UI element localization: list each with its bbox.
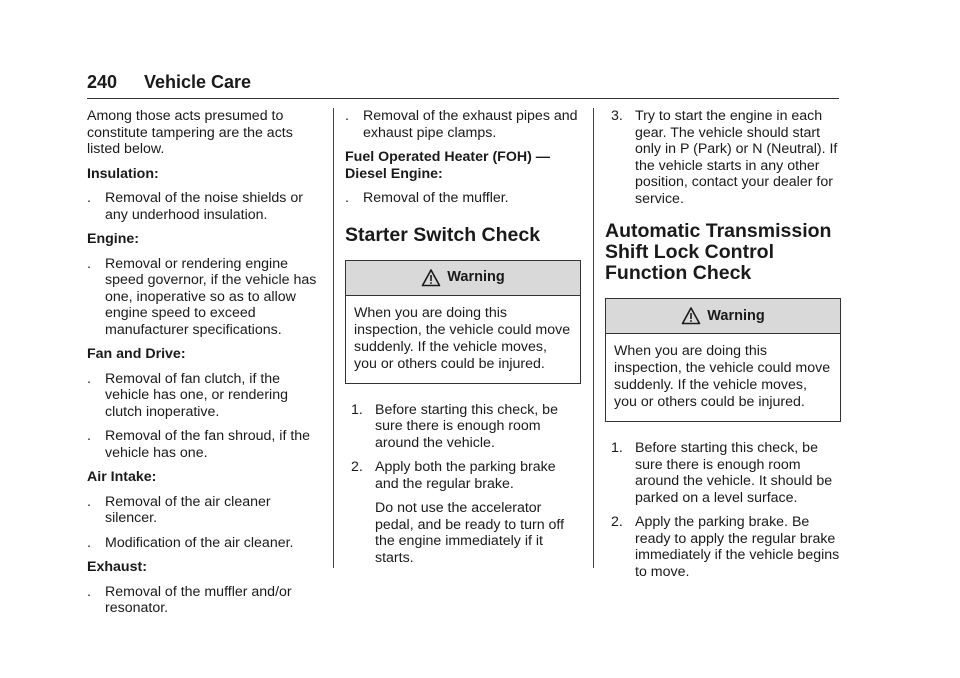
list-item (345, 459, 581, 492)
step-number: 1. (611, 440, 623, 456)
step-text: Before starting this check, be sure there is enough room around the vehicle. It should be parked on a level surface. (635, 440, 833, 506)
list-item (605, 108, 841, 207)
engine-heading: Engine: (87, 231, 140, 247)
warning-triangle-icon (681, 306, 701, 326)
list-item (87, 494, 323, 527)
warning-header (606, 299, 840, 334)
step-number: 2. (611, 514, 623, 530)
fan-drive-heading: Fan and Drive: (87, 346, 186, 362)
warning-label: Warning (707, 307, 765, 324)
bullet-mark: . (87, 370, 91, 387)
step-text: Apply the parking brake. Be ready to apply the regular brake immediately if the vehicle begins to move. (635, 514, 840, 580)
page-header (87, 70, 839, 99)
list-item (87, 584, 323, 617)
warning-box (605, 298, 841, 422)
bullet-mark: . (87, 255, 91, 272)
column-1 (87, 108, 323, 625)
list-item (605, 514, 841, 580)
warning-triangle-icon (421, 268, 441, 288)
starter-switch-heading: Starter Switch Check (345, 223, 541, 246)
bullet-mark: . (345, 190, 349, 206)
bullet-mark: . (87, 428, 91, 444)
list-item-text: Removal or rendering engine speed governor, if the vehicle has one, inoperative so as to allow engine speed to exceed manufacturer specifications. (105, 255, 317, 338)
list-item-text: Removal of the muffler and/or resonator. (105, 583, 292, 616)
bullet-mark: . (87, 493, 91, 510)
step-text: Apply both the parking brake and the regular brake. (375, 459, 556, 492)
list-item (345, 190, 581, 207)
step-number: 1. (351, 401, 363, 418)
section-title: Vehicle Care (144, 72, 252, 92)
warning-text: When you are doing this inspection, the vehicle could move suddenly. If the vehicle moves, you or others could be injured. (614, 343, 831, 410)
list-item-text: Removal of the noise shields or any underhood insulation. (105, 190, 303, 223)
list-item-text: Removal of the exhaust pipes and exhaust pipe clamps. (363, 108, 578, 141)
column-3 (605, 108, 841, 588)
list-item (345, 108, 581, 141)
column-2 (345, 108, 581, 574)
list-item (87, 371, 323, 421)
warning-header (346, 261, 580, 296)
foh-heading: Fuel Operated Heater (FOH) — Diesel Engine: (345, 149, 550, 182)
list-item (87, 535, 323, 552)
list-item (87, 428, 323, 461)
warning-box (345, 260, 581, 384)
warning-text: When you are doing this inspection, the vehicle could move suddenly. If the vehicle moves, you or others could be injured. (354, 304, 571, 372)
list-item-text: Removal of the muffler. (363, 190, 509, 206)
step-text: Before starting this check, be sure there is enough room around the vehicle. (375, 401, 558, 451)
air-intake-heading: Air Intake: (87, 469, 157, 485)
list-item (87, 190, 323, 223)
list-item (87, 256, 323, 339)
list-item (345, 402, 581, 452)
bullet-mark: . (87, 190, 91, 206)
list-item-text: Removal of the air cleaner silencer. (105, 493, 271, 526)
intro-paragraph: Among those acts presumed to constitute tampering are the acts listed below. (87, 108, 293, 157)
column-divider (593, 108, 594, 568)
list-item-text: Modification of the air cleaner. (105, 534, 294, 551)
bullet-mark: . (87, 534, 91, 551)
step-text: Try to start the engine in each gear. The vehicle should start only in P (Park) or N (Neutral). If the vehicle starts in any other position, contact your dealer for service. (635, 108, 838, 207)
shift-lock-heading: Automatic Transmission Shift Lock Control Function Check (605, 220, 832, 284)
page-number: 240 (87, 72, 118, 92)
bullet-mark: . (87, 583, 91, 600)
step-number: 3. (611, 108, 623, 124)
warning-label: Warning (447, 269, 505, 286)
exhaust-heading: Exhaust: (87, 559, 147, 575)
list-item (605, 440, 841, 506)
bullet-mark: . (345, 108, 349, 124)
step-note: Do not use the accelerator pedal, and be ready to turn off the engine immediately if it starts. (375, 500, 565, 566)
list-item-text: Removal of fan clutch, if the vehicle has one, or rendering clutch inoperative. (105, 370, 288, 420)
insulation-heading: Insulation: (87, 165, 159, 182)
list-item-text: Removal of the fan shroud, if the vehicle has one. (105, 428, 311, 461)
column-divider (333, 108, 334, 568)
step-number: 2. (351, 459, 363, 475)
